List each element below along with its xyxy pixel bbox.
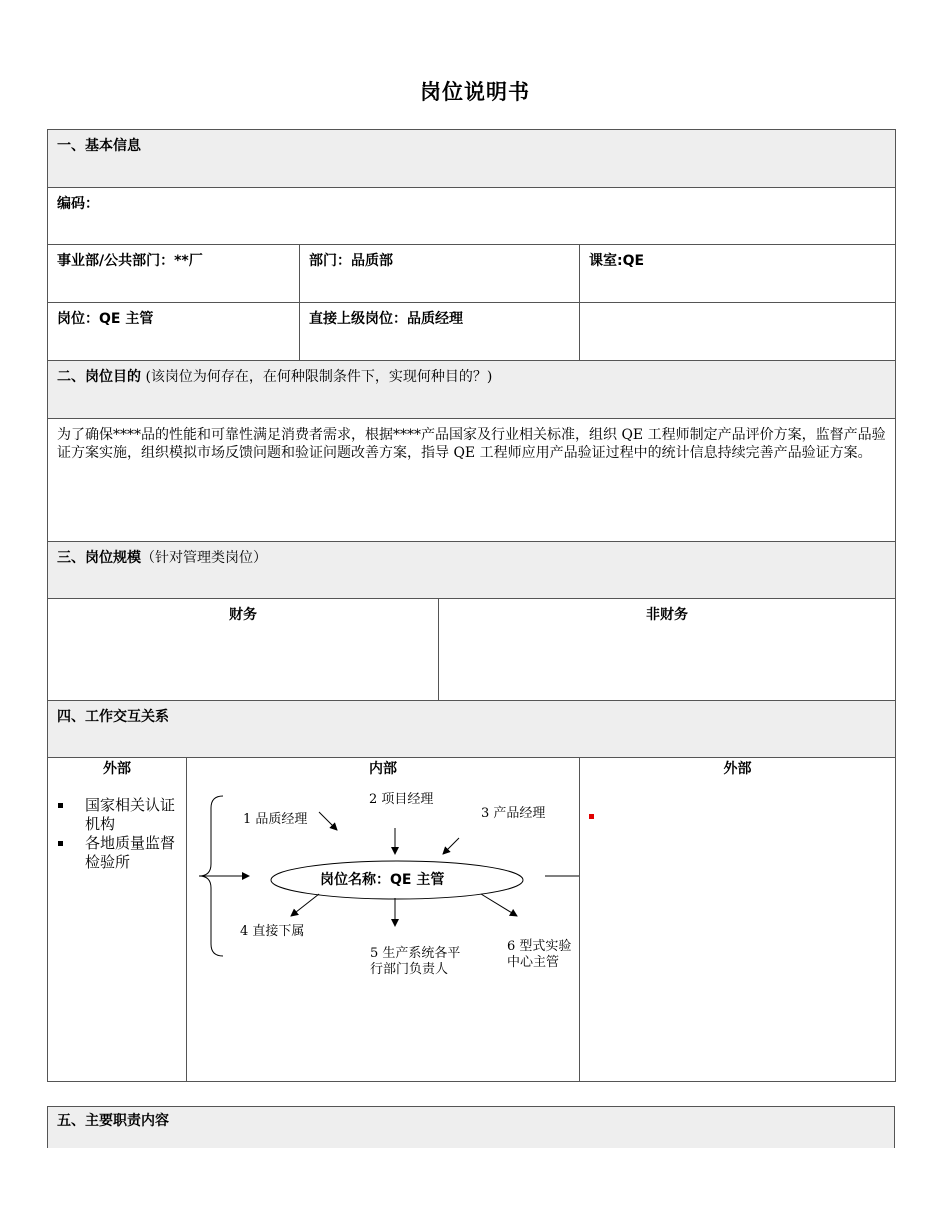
purpose-heading-bold: 二、岗位目的 bbox=[57, 369, 141, 385]
section-duties-heading: 五、主要职责内容 bbox=[48, 1107, 895, 1149]
code-label: 编码： bbox=[48, 188, 896, 245]
empty-cell bbox=[580, 303, 896, 361]
external-left-item: 各地质量监督检验所 bbox=[57, 834, 177, 872]
section-basic-heading: 一、基本信息 bbox=[48, 130, 896, 188]
internal-cell bbox=[187, 758, 580, 1082]
node-3-label: 3 产品经理 bbox=[481, 806, 546, 821]
scale-heading-note: （针对管理类岗位） bbox=[141, 550, 267, 566]
position-cell: 岗位：QE 主管 bbox=[48, 303, 300, 361]
red-bullet-icon bbox=[589, 814, 594, 819]
node-2-label: 2 项目经理 bbox=[369, 792, 434, 807]
superior-cell: 直接上级岗位：品质经理 bbox=[300, 303, 580, 361]
arrow-node4 bbox=[291, 894, 319, 916]
finance-column: 财务 bbox=[48, 599, 439, 701]
department-cell: 部门：品质部 bbox=[300, 245, 580, 303]
external-left-cell bbox=[48, 758, 187, 1082]
section-relations-heading: 四、工作交互关系 bbox=[48, 701, 896, 758]
external-right-cell bbox=[580, 758, 896, 1082]
node-1-label: 1 品质经理 bbox=[243, 812, 308, 827]
scale-heading-bold: 三、岗位规模 bbox=[57, 550, 141, 566]
purpose-heading-note: (该岗位为何存在，在何种限制条件下，实现何种目的？) bbox=[141, 369, 493, 385]
arrow-node6 bbox=[481, 894, 517, 916]
duties-table bbox=[47, 1106, 895, 1148]
center-position-label: 岗位名称：QE 主管 bbox=[320, 872, 445, 888]
arrow-node3 bbox=[443, 838, 459, 854]
relations-diagram bbox=[187, 778, 580, 1078]
node-4-label: 4 直接下属 bbox=[240, 924, 305, 939]
internal-title: 内部 bbox=[369, 761, 397, 777]
arrow-node1 bbox=[319, 812, 337, 830]
external-right-title: 外部 bbox=[723, 761, 752, 777]
external-left-item: 国家相关认证机构 bbox=[57, 796, 177, 834]
section-purpose-heading bbox=[48, 361, 896, 419]
business-unit-cell: 事业部/公共部门：**厂 bbox=[48, 245, 300, 303]
section-scale-heading bbox=[48, 542, 896, 599]
node-6-label: 6 型式实验中心主管 bbox=[507, 939, 572, 970]
node-5-label: 5 生产系统各平行部门负责人 bbox=[370, 946, 461, 977]
non-finance-column: 非财务 bbox=[439, 599, 896, 701]
section-cell: 课室:QE bbox=[580, 245, 896, 303]
job-description-table bbox=[47, 129, 896, 1082]
external-left-title: 外部 bbox=[103, 761, 131, 777]
purpose-text: 为了确保****品的性能和可靠性满足消费者需求，根据****产品国家及行业相关标准，组织 QE 工程师制定产品评价方案，监督产品验证方案实施，组织模拟市场反馈问题和验证问题改善方案，指导 QE 工程师应用产品验证过程中的统计信息持续完善产品验证方案。 bbox=[48, 419, 896, 542]
external-left-list bbox=[57, 796, 177, 872]
document-title: 岗位说明书 bbox=[420, 80, 530, 104]
